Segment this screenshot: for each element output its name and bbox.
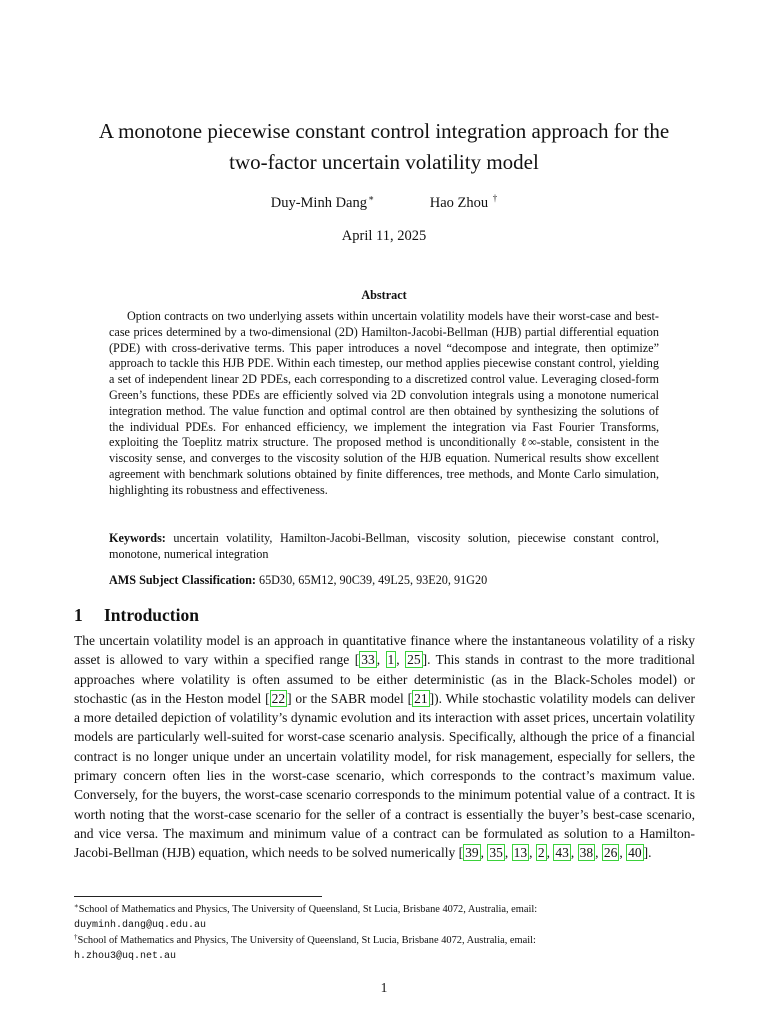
footnote-mark: ∗ <box>74 902 79 910</box>
footnote-mark: † <box>74 933 78 941</box>
ams-text: 65D30, 65M12, 90C39, 49L25, 93E20, 91G20 <box>258 573 488 587</box>
footnote-email-link[interactable]: duyminh.dang@uq.edu.au <box>74 919 207 931</box>
citation-link[interactable]: 35 <box>489 845 503 861</box>
citation-link[interactable]: 40 <box>628 845 642 861</box>
section-title: Introduction <box>104 605 199 625</box>
citation-group: 39 , 35 , 13 , 2 , 43 , 38 , 26 , 40 <box>465 845 642 861</box>
author-2 <box>430 193 498 212</box>
footnote-email-link[interactable]: h.zhou3@uq.net.au <box>74 950 177 962</box>
intro-paragraph: The uncertain volatility model is an approach in quantitative finance where the instantaneous volatility of a risky asset is allowed to vary within a specified range [ 33 , 1 , 25 ]. This stands in contrast to the more traditional approaches where volatility is often assumed to be either deterministic (as in the Black-Scholes model) or stochastic (as in the Heston model [ 22 ] or the SABR model [ 21 ]). While stochastic volatility models can deliver a more detailed depiction of volatility’s dynamic evolution and its interaction with asset prices, uncertain volatility models are particularly well-suited for worst-case scenario analysis. Specifically, although the price of a financial contract is no longer unique under an uncertain volatility model, for risk management, especially for sellers, the primary concern often lies in the worst-case scenario, which corresponds to the contract’s maximum value. Conversely, for the buyers, the worst-case scenario corresponds to the minimum potential value of a contract. It is worth noting that the worst-case scenario for the seller of a contract is essentially the buyer’s best-case scenario, and vice versa. The maximum and minimum value of a contract can be formulated as solution to a Hamilton-Jacobi-Bellman (HJB) equation, which needs to be solved numerically [ 39 , 35 , 13 , 2 , 43 , 38 , 26 , 40 ]. <box>74 633 696 861</box>
citation-link[interactable]: 2 <box>537 845 545 861</box>
abstract-heading: Abstract <box>361 288 407 302</box>
footnote-1 <box>74 899 695 933</box>
citation-group: 33 , 1 , 25 <box>361 652 421 668</box>
citation-link[interactable]: 21 <box>414 690 428 706</box>
citation-link[interactable]: 1 <box>387 652 395 668</box>
ams-label: AMS Subject Classification: <box>109 573 256 587</box>
abstract-text: Option contracts on two underlying assets within uncertain volatility models have their worst-case and best-case prices determined by a two-dimensional (2D) Hamilton-Jacobi-Bellman (HJB) partial differential equation (PDE) with cross-derivative terms. This paper introduces a novel “decompose and integrate, then optimize” approach to tackle this HJB PDE. Within each timestep, our method applies piecewise constant control, yielding a set of independent linear 2D PDEs, each corresponding to a discretized control value. Leveraging closed-form Green’s functions, these PDEs are efficiently solved via 2D convolution integrals using a monotone numerical integration method. The value function and optimal control are then obtained by synthesizing the solutions of the individual PDEs. For enhanced efficiency, we implement the integration via Fast Fourier Transforms, exploiting the Toeplitz matrix structure. The proposed method is unconditionally ℓ∞-stable, consistent in the viscosity sense, and converges to the viscosity solution of the HJB equation. Numerical results show excellent agreement with benchmark solutions obtained by finite differences, tree methods, and Monte Carlo simulation, highlighting its robustness and effectiveness. <box>109 309 659 497</box>
intro-text: ). While stochastic volatility models can deliver a more detailed depiction of volatility’s dynamic evolution and its interaction with asset prices, uncertain volatility models are particularly well-suited for worst-case scenario analysis. Specifically, although the price of a financial contract is no longer unique under an uncertain volatility model, for risk management, especially for sellers, the primary concern often lies in the worst-case scenario, which corresponds to the contract’s maximum value. Conversely, for the buyers, the worst-case scenario corresponds to the minimum potential value of a contract. It is worth noting that the worst-case scenario for the seller of a contract is essentially the buyer’s best-case scenario, and vice versa. The maximum and minimum value of a contract can be formulated as solution to a Hamilton-Jacobi-Bellman (HJB) equation, which needs to be solved numerically <box>74 690 696 861</box>
citation-link[interactable]: 33 <box>361 652 375 668</box>
intro-text: . <box>648 845 652 861</box>
section-heading <box>74 605 199 626</box>
citation-link[interactable]: 39 <box>465 845 479 861</box>
citation-link[interactable]: 38 <box>579 845 594 861</box>
author-footnote-mark: † <box>492 193 498 203</box>
title-line-2: two-factor uncertain volatility model <box>229 150 539 174</box>
citation-link[interactable]: 26 <box>603 845 618 861</box>
footnote-text: School of Mathematics and Physics, The University of Queensland, St Lucia, Brisbane 4072, Australia, email: <box>78 904 538 915</box>
author-list <box>0 193 768 212</box>
intro-text: The uncertain volatility model is an approach in quantitative finance where the instantaneous volatility of a risky asset is allowed to vary within a specified range <box>74 633 695 668</box>
citation-group <box>270 690 288 707</box>
paper-title <box>60 116 708 178</box>
citation-link[interactable]: 43 <box>555 845 569 861</box>
paper-date: April 11, 2025 <box>341 228 427 244</box>
footnote-rule <box>74 896 322 897</box>
author-1 <box>271 193 374 212</box>
section-number: 1 <box>74 605 83 625</box>
intro-text: . This stands in contrast to the more traditional approaches where volatility is often assumed to be either deterministic (as in the Black-Scholes model) or stochastic (as in the Heston model <box>74 652 695 706</box>
citation-link[interactable]: 13 <box>513 845 528 861</box>
keywords <box>109 531 659 563</box>
footnote-text: School of Mathematics and Physics, The University of Queensland, St Lucia, Brisbane 4072, Australia, email: <box>77 935 536 946</box>
abstract-body <box>109 309 659 499</box>
keywords-text: uncertain volatility, Hamilton-Jacobi-Bellman, viscosity solution, piecewise constant control, monotone, numerical integration <box>109 531 659 561</box>
footnote-2 <box>74 930 695 964</box>
title-line-1: A monotone piecewise constant control integration approach for the <box>98 119 670 143</box>
citation-link[interactable]: 25 <box>407 652 421 668</box>
keywords-label: Keywords: <box>109 531 166 545</box>
author-footnote-mark: ∗ <box>368 193 375 203</box>
citation-group <box>412 690 430 707</box>
page-number: 1 <box>380 980 388 995</box>
intro-text: or the SABR model <box>291 690 408 706</box>
ams-classification <box>109 573 659 589</box>
author-name: Duy-Minh Dang <box>270 195 367 211</box>
citation-link[interactable]: 22 <box>271 690 286 706</box>
author-name: Hao Zhou <box>429 195 489 211</box>
